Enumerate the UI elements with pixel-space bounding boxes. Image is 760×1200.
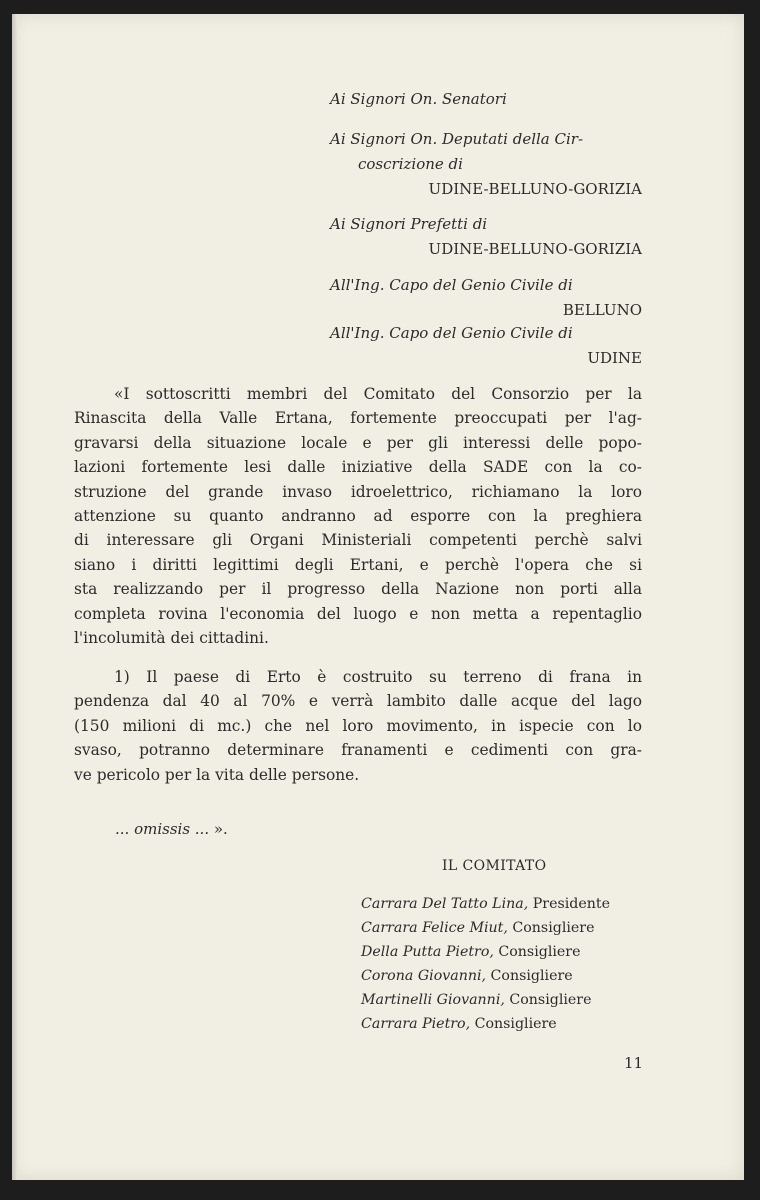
- signatory-name: Carrara Pietro,: [361, 1016, 471, 1032]
- paragraph-line: gravarsi della situazione locale e per gli interessi delle popo-: [74, 433, 642, 452]
- paragraph-line: lazioni fortemente lesi dalle iniziative della SADE con la co-: [74, 458, 642, 477]
- signatory-name: Carrara Felice Miut,: [361, 920, 508, 936]
- addressee-prefetti-line: Ai Signori Prefetti di: [330, 215, 488, 233]
- addressee-genio-belluno-line: All'Ing. Capo del Genio Civile di: [330, 276, 573, 294]
- signatory: [361, 1012, 610, 1036]
- paragraph-line: ve pericolo per la vita delle persone.: [74, 765, 360, 784]
- paragraph-line: l'incolumità dei cittadini.: [74, 629, 269, 648]
- addressee-genio-udine-place: UDINE: [587, 349, 642, 367]
- signatories-list: [361, 892, 610, 1036]
- omissis-line: [115, 820, 228, 838]
- signatory: [361, 940, 610, 964]
- addressee-deputati-place: UDINE-BELLUNO-GORIZIA: [428, 180, 642, 198]
- paragraph-line: siano i diritti legittimi degli Ertani, e perchè l'opera che si: [74, 555, 642, 574]
- addressee-genio-udine: [330, 321, 642, 371]
- paragraph-line: attenzione su quanto andranno ad esporre con la preghiera: [74, 507, 642, 526]
- addressee-prefetti-place: UDINE-BELLUNO-GORIZIA: [428, 240, 642, 258]
- signatory-role: Consigliere: [504, 992, 592, 1008]
- addressee-genio-belluno: [330, 273, 642, 323]
- addressee-senatori: [330, 87, 642, 112]
- paragraph-line: pendenza dal 40 al 70% e verrà lambito dalle acque del lago: [74, 692, 642, 711]
- addressee-deputati-line1: Ai Signori On. Deputati della Cir-: [330, 130, 584, 148]
- signatory: [361, 916, 610, 940]
- addressee-prefetti: [330, 212, 642, 262]
- paragraph-line: svaso, potranno determinare franamenti e cedimenti con gra-: [74, 741, 642, 760]
- paragraph-line: struzione del grande invaso idroelettrico, richiamano la loro: [74, 482, 642, 501]
- signatory-role: Presidente: [528, 896, 611, 912]
- signatory-role: Consigliere: [507, 920, 595, 936]
- addressee-genio-udine-line: All'Ing. Capo del Genio Civile di: [330, 324, 573, 342]
- paragraph-line: (150 milioni di mc.) che nel loro movimento, in ispecie con lo: [74, 716, 642, 735]
- page-binding-edge: [12, 14, 18, 1180]
- committee-title: IL COMITATO: [442, 858, 547, 874]
- signatory-name: Della Putta Pietro,: [361, 944, 494, 960]
- paragraph-line: 1) Il paese di Erto è costruito su terreno di frana in: [114, 668, 642, 686]
- paragraph-line: Rinascita della Valle Ertana, fortemente preoccupati per l'ag-: [74, 409, 642, 428]
- signatory-role: Consigliere: [486, 968, 573, 984]
- paragraph-line: «I sottoscritti membri del Comitato del Consorzio per la: [114, 385, 642, 403]
- signatory-role: Consigliere: [470, 1016, 557, 1032]
- addressee-senatori-text: Ai Signori On. Senatori: [330, 90, 507, 108]
- signatory-role: Consigliere: [493, 944, 581, 960]
- signatory-name: Carrara Del Tatto Lina,: [361, 896, 529, 912]
- signatory: [361, 988, 610, 1012]
- addressee-deputati-line2: coscrizione di: [358, 155, 463, 173]
- page-number: 11: [624, 1054, 644, 1072]
- closing-quote: ».: [209, 820, 228, 838]
- document-page: [12, 14, 744, 1180]
- letter-paragraph-2: [74, 665, 642, 787]
- signatory-name: Corona Giovanni,: [361, 968, 487, 984]
- signatory: [361, 892, 610, 916]
- paragraph-line: sta realizzando per il progresso della Nazione non porti alla: [74, 580, 642, 599]
- signatory: [361, 964, 610, 988]
- paragraph-line: completa rovina l'economia del luogo e non metta a repentaglio: [74, 604, 642, 623]
- letter-paragraph-1: [74, 382, 642, 650]
- signatory-name: Martinelli Giovanni,: [361, 992, 505, 1008]
- addressee-deputati: [330, 127, 642, 202]
- paragraph-line: di interessare gli Organi Ministeriali competenti perchè salvi: [74, 531, 642, 550]
- addressee-genio-belluno-place: BELLUNO: [562, 301, 642, 319]
- omissis-text: ... omissis ...: [115, 820, 210, 838]
